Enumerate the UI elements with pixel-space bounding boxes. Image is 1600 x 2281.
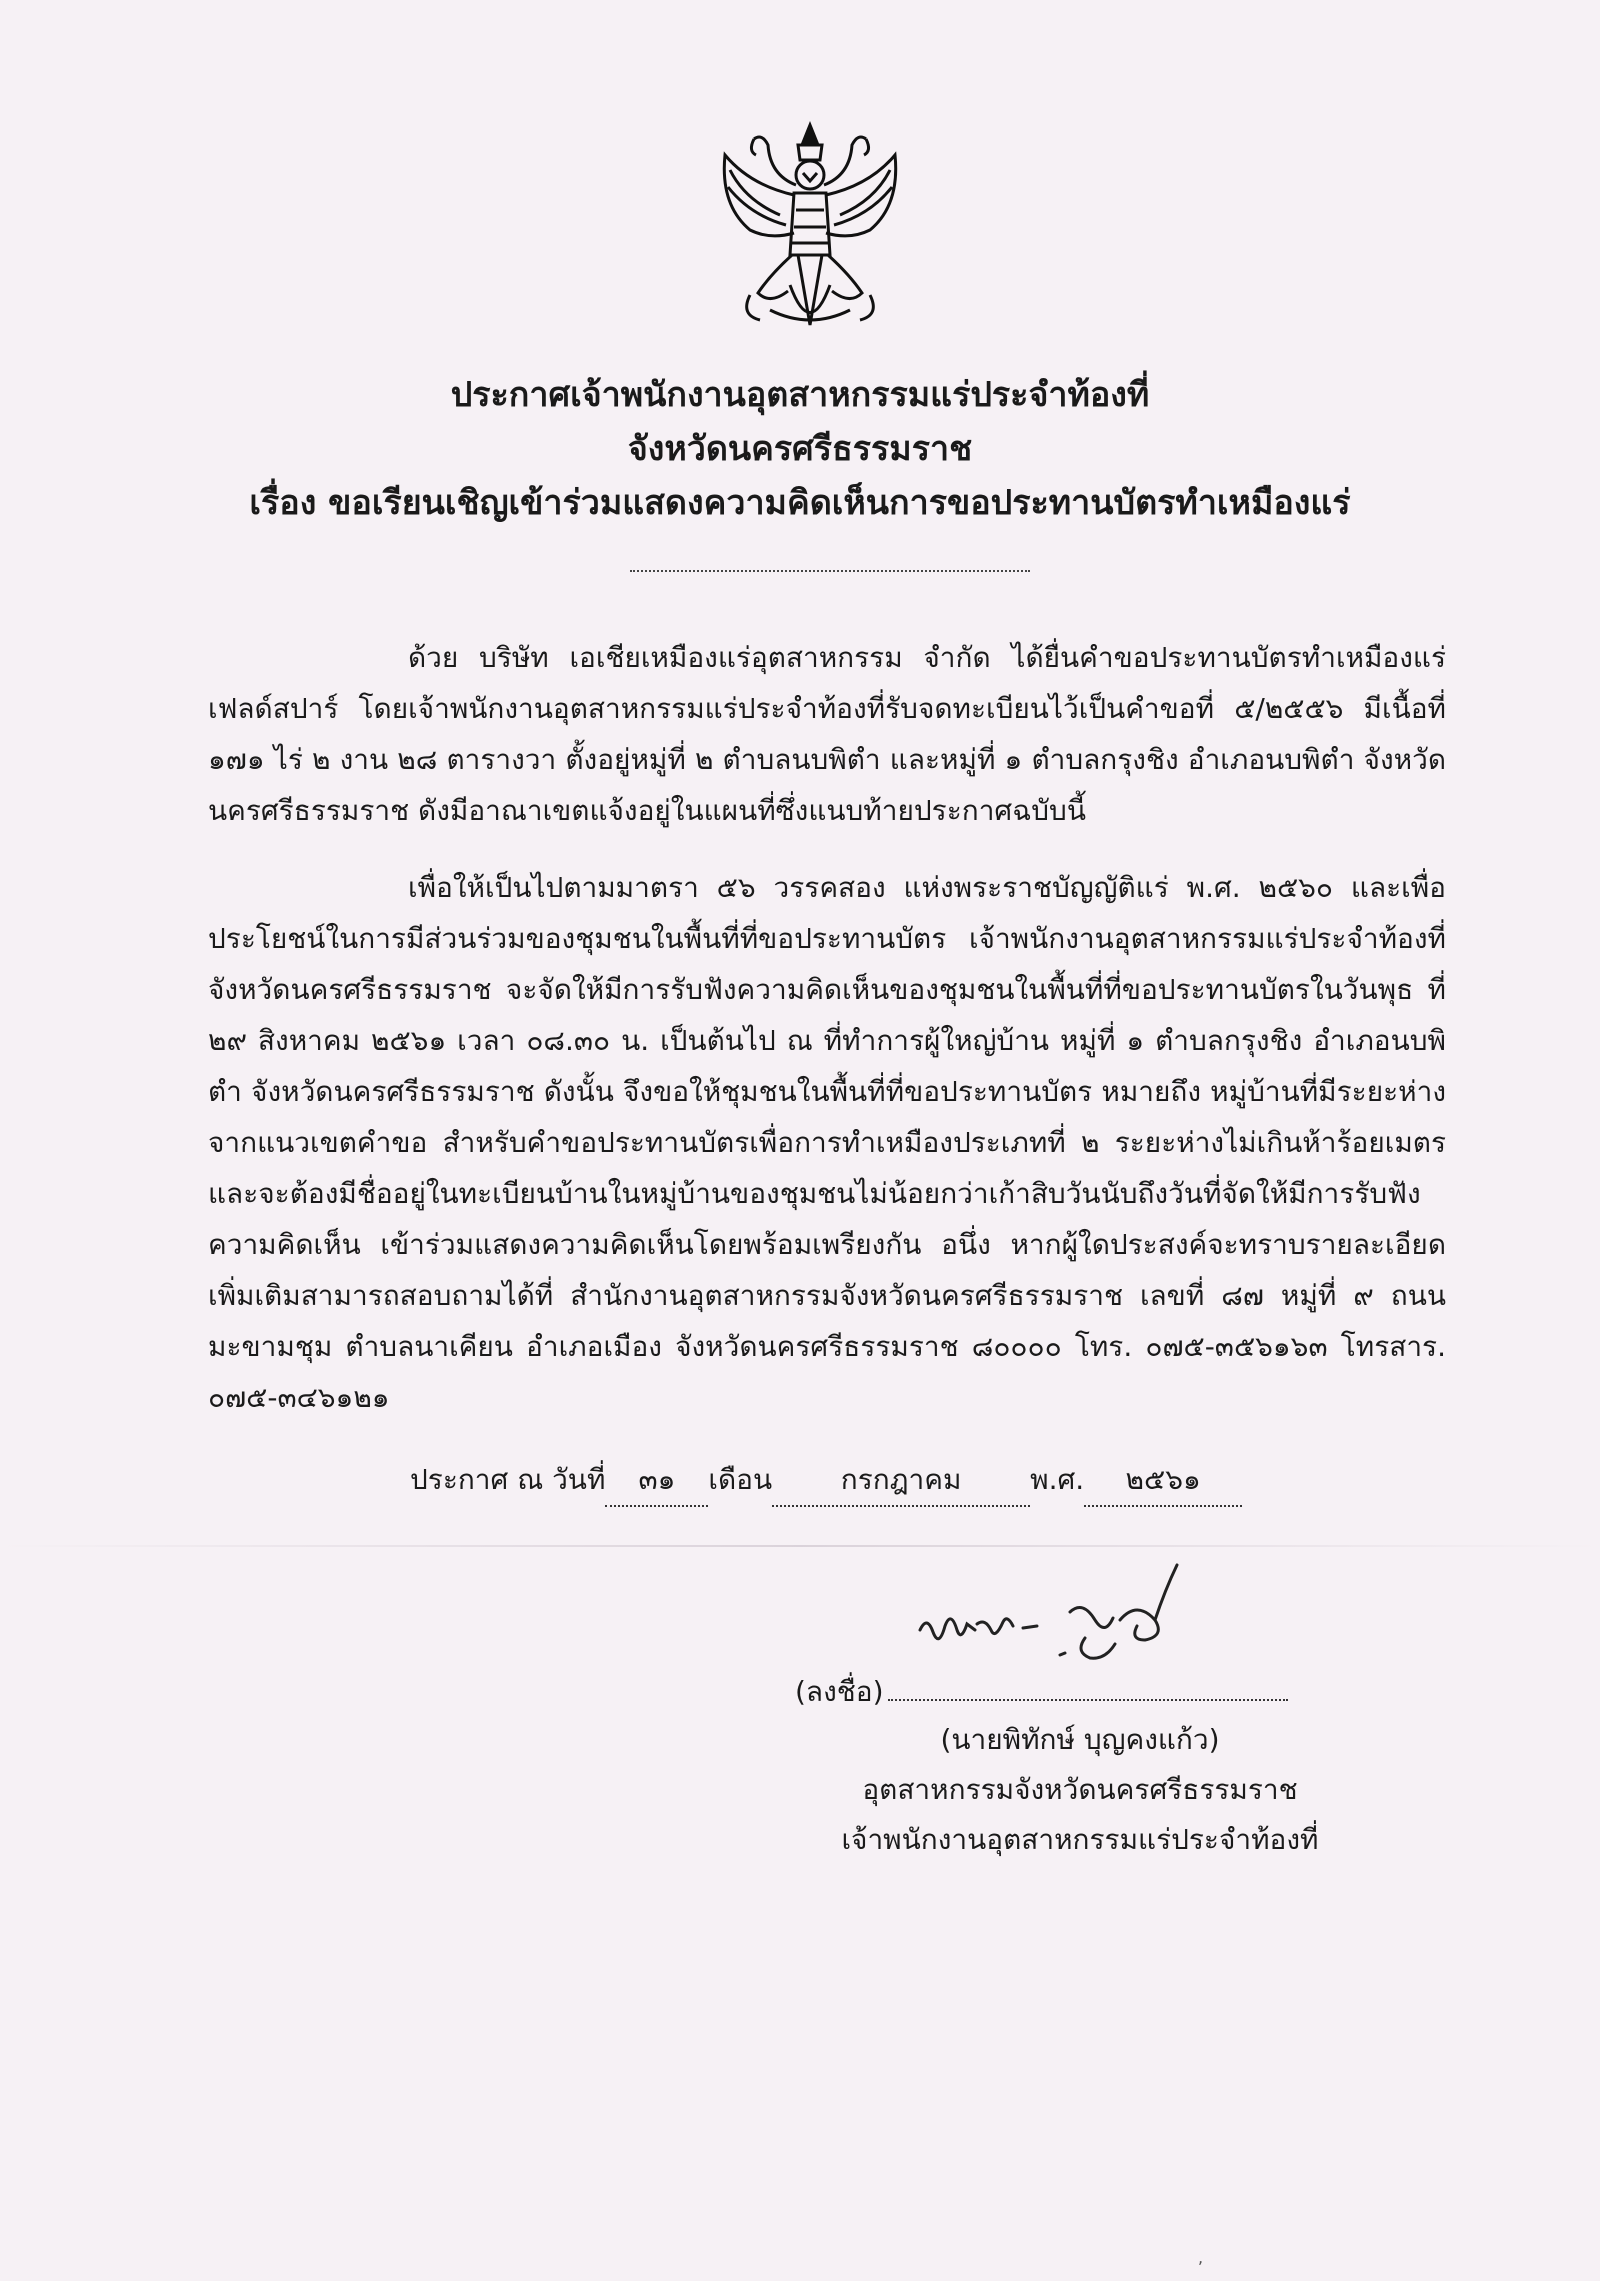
signature-dotted-line [888, 1699, 1288, 1701]
date-day: ๓๑ [605, 1455, 708, 1507]
signatory-name: (นายพิทักษ์ บุญคงแก้ว) [940, 1723, 1220, 1756]
header-title: ประกาศเจ้าพนักงานอุตสาหกรรมแร่ประจำท้องที่ [450, 375, 1150, 415]
sign-label: (ลงชื่อ) [795, 1675, 884, 1708]
stray-mark: , [1198, 2248, 1204, 2267]
paper-fold-line [0, 1545, 1600, 1547]
date-prefix: ประกาศ ณ วันที่ [410, 1463, 606, 1496]
date-year-label: พ.ศ. [1030, 1463, 1085, 1496]
paragraph-1: ด้วย บริษัท เอเชียเหมืองแร่อุตสาหกรรม จำกัด ได้ยื่นคำขอประทานบัตรทำเหมืองแร่เฟลด์สปาร์ โดยเจ้าพนักงานอุตสาหกรรมแร่ประจำท้องที่รับจดทะเบียนไว้เป็นคำขอที่ ๕/๒๕๕๖ มีเนื้อที่ ๑๗๑ ไร่ ๒ งาน ๒๘ ตารางวา ตั้งอยู่หมู่ที่ ๒ ตำบลนบพิตำ และหมู่ที่ ๑ ตำบลกรุงชิง อำเภอนบพิตำ จังหวัดนครศรีธรรมราช ดังมีอาณาเขตแจ้งอยู่ในแผนที่ซึ่งแนบท้ายประกาศฉบับนี้ [208, 641, 1446, 827]
signatory-position-2: เจ้าพนักงานอุตสาหกรรมแร่ประจำท้องที่ [841, 1823, 1319, 1856]
date-month: กรกฎาคม [772, 1455, 1030, 1507]
signature-line [795, 1670, 1288, 1714]
header-province: จังหวัดนครศรีธรรมราช [627, 429, 973, 469]
signatory-position-1: อุตสาหกรรมจังหวัดนครศรีธรรมราช [862, 1773, 1298, 1806]
header-divider [630, 570, 1030, 572]
garuda-emblem [710, 115, 910, 345]
date-month-label: เดือน [708, 1463, 773, 1496]
header-subject: เรื่อง ขอเรียนเชิญเข้าร่วมแสดงความคิดเห็นการขอประทานบัตรทำเหมืองแร่ [249, 483, 1351, 523]
announcement-date [410, 1455, 1242, 1507]
date-year: ๒๕๖๑ [1084, 1455, 1242, 1507]
paragraph-2: เพื่อให้เป็นไปตามมาตรา ๕๖ วรรคสอง แห่งพระราชบัญญัติแร่ พ.ศ. ๒๕๖๐ และเพื่อประโยชน์ในการมีส่วนร่วมของชุมชนในพื้นที่ที่ขอประทานบัตร เจ้าพนักงานอุตสาหกรรมแร่ประจำท้องที่จังหวัดนครศรีธรรมราช จะจัดให้มีการรับฟังความคิดเห็นของชุมชนในพื้นที่ที่ขอประทานบัตรในวันพุธ ที่ ๒๙ สิงหาคม ๒๕๖๑ เวลา ๐๘.๓๐ น. เป็นต้นไป ณ ที่ทำการผู้ใหญ่บ้าน หมู่ที่ ๑ ตำบลกรุงชิง อำเภอนบพิตำ จังหวัดนครศรีธรรมราช ดังนั้น จึงขอให้ชุมชนในพื้นที่ที่ขอประทานบัตร หมายถึง หมู่บ้านที่มีระยะห่างจากแนวเขตคำขอ สำหรับคำขอประทานบัตรเพื่อการทำเหมืองประเภทที่ ๒ ระยะห่างไม่เกินห้าร้อยเมตร และจะต้องมีชื่ออยู่ในทะเบียนบ้านในหมู่บ้านของชุมชนไม่น้อยกว่าเก้าสิบวันนับถึงวันที่จัดให้มีการรับฟังความคิดเห็น เข้าร่วมแสดงความคิดเห็นโดยพร้อมเพรียงกัน อนึ่ง หากผู้ใดประสงค์จะทราบรายละเอียดเพิ่มเติมสามารถสอบถามได้ที่ สำนักงานอุตสาหกรรมจังหวัดนครศรีธรรมราช เลขที่ ๘๗ หมู่ที่ ๙ ถนนมะขามชุม ตำบลนาเคียน อำเภอเมือง จังหวัดนครศรีธรรมราช ๘๐๐๐๐ โทร. ๐๗๕-๓๕๖๑๖๓ โทรสาร. ๐๗๕-๓๔๖๑๒๑ [208, 871, 1446, 1414]
